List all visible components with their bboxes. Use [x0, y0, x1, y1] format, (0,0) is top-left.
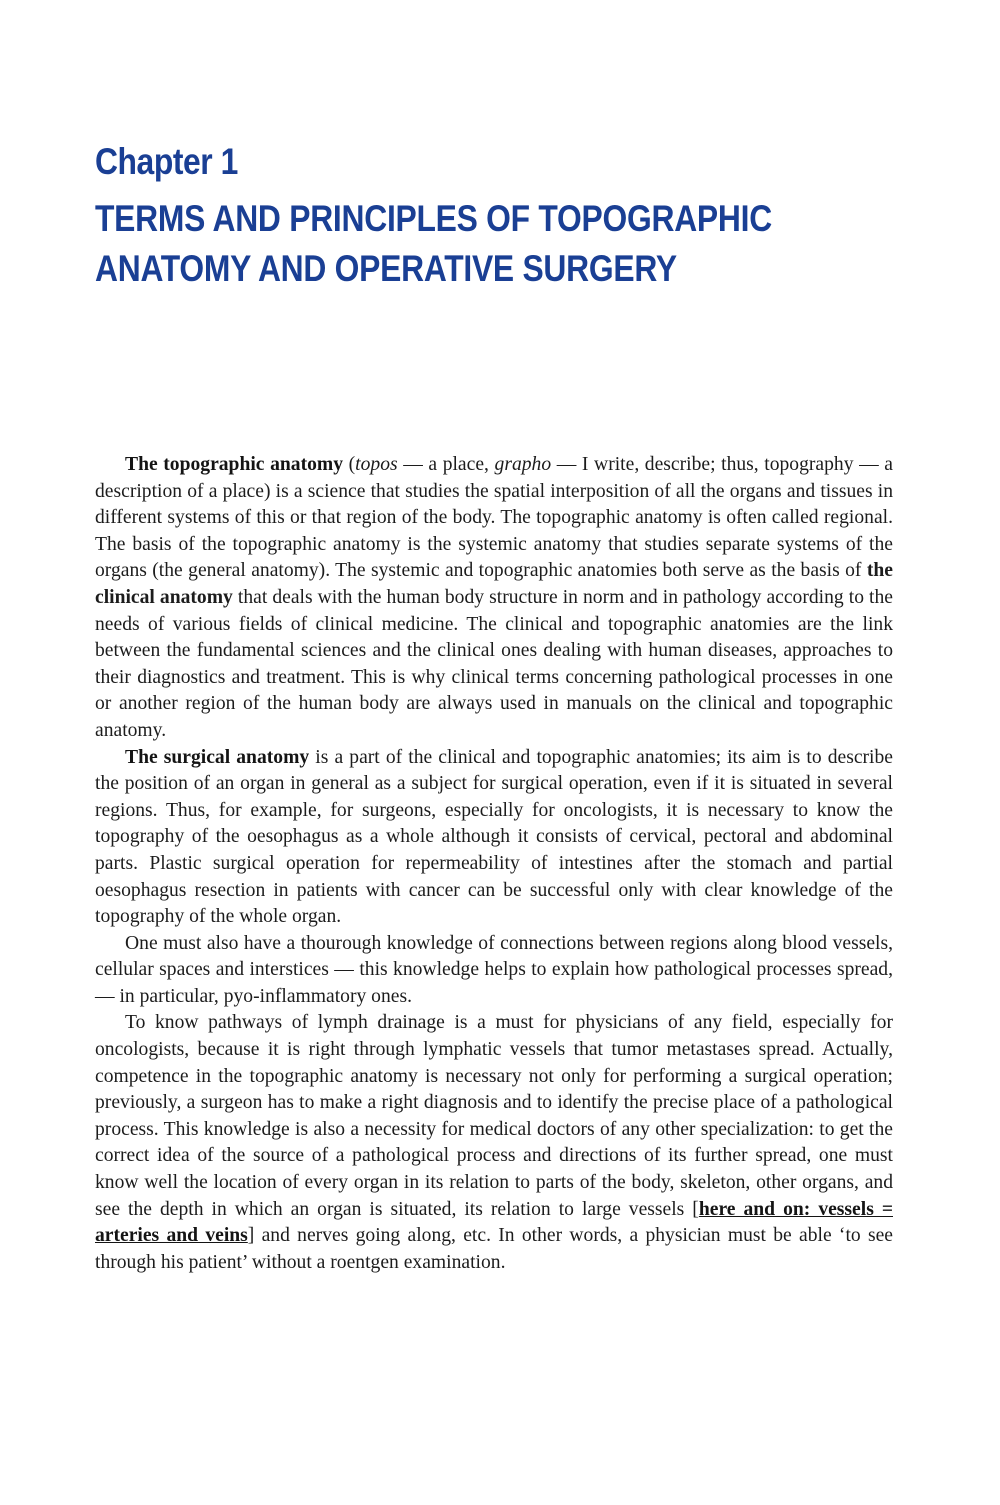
- term-clinical-anatomy: the clinical anatomy: [95, 560, 893, 608]
- chapter-heading: [95, 140, 915, 294]
- paragraph-connections: [95, 931, 893, 1011]
- paragraph-text: ] and nerves going along, etc. In other words, a physician must be able ‘to see through his patient’ without a roentgen examination.: [95, 1225, 893, 1273]
- paragraph-text: One must also have a thourough knowledge of connections between regions along blood vessels, cellular spaces and interstices — this knowledge helps to explain how pathological processes spread, — in particular, pyo-inflammatory ones.: [95, 932, 893, 1007]
- chapter-title: [95, 194, 916, 294]
- term-topos: topos: [355, 454, 398, 475]
- chapter-body: [95, 452, 893, 1276]
- paragraph-topographic-anatomy: [95, 452, 893, 745]
- term-topographic-anatomy: The topographic anatomy: [125, 454, 344, 475]
- vessels-definition-note: here and on: vessels = arteries and veins: [95, 1198, 893, 1247]
- chapter-number: Chapter 1: [95, 141, 238, 182]
- paragraph-text: (: [343, 454, 356, 475]
- paragraph-lymph-drainage: [95, 1010, 893, 1276]
- chapter-title-line-1: TERMS AND PRINCIPLES OF TOPOGRAPHIC: [95, 198, 772, 239]
- chapter-title-line-2: ANATOMY AND OPERATIVE SURGERY: [95, 248, 677, 289]
- term-surgical-anatomy: The surgical anatomy: [125, 746, 310, 768]
- paragraph-surgical-anatomy: [95, 745, 893, 931]
- paragraph-text: is a part of the clinical and topographic anatomies; its aim is to describe the position of an organ in general as a subject for surgical operation, even if it is situated in several regions. Thus, for example, for surgeons, especially for oncologists, it is necessary to know the topography of the oesophagus as a whole although it consists of cervical, pectoral and abdominal parts. Plastic surgical operation for repermeability of intestines after the stomach and partial oesophagus resection in patients with cancer can be successful only with clear knowledge of the topography of the whole organ.: [95, 746, 893, 928]
- paragraph-text: — I write, describe; thus, topography — a description of a place) is a science that studies the spatial interposition of all the organs and tissues in different systems of this or that region of the body. The topographic anatomy is often called regional. The basis of the topographic anatomy is the systemic anatomy that studies separate systems of the organs (the general anatomy). The systemic and topographic anatomies both serve as the basis of: [95, 454, 893, 582]
- paragraph-text: To know pathways of lymph drainage is a must for physicians of any field, especially for oncologists, because it is right through lymphatic vessels that tumor metastases spread. Actually, competence in the topographic anatomy is necessary not only for performing a surgical operation; previously, a surgeon has to make a right diagnosis and to identify the precise place of a pathological process. This knowledge is also a necessity for medical doctors of any other specialization: to get the correct idea of the source of a pathological process and directions of its further spread, one must know well the location of every organ in its relation to parts of the body, skeleton, other organs, and see the depth in which an organ is situated, its relation to large vessels [: [95, 1012, 893, 1220]
- paragraph-text: that deals with the human body structure in norm and in pathology according to the needs of various fields of clinical medicine. The clinical and topographic anatomies are the link between the fundamental sciences and the clinical ones dealing with human diseases, approaches to their diagnostics and treatment. This is why clinical terms concerning pathological processes in one or another region of the human body are always used in manuals on the clinical and topographic anatomy.: [95, 586, 893, 741]
- term-grapho: grapho: [494, 454, 552, 475]
- paragraph-text: — a place,: [397, 454, 495, 475]
